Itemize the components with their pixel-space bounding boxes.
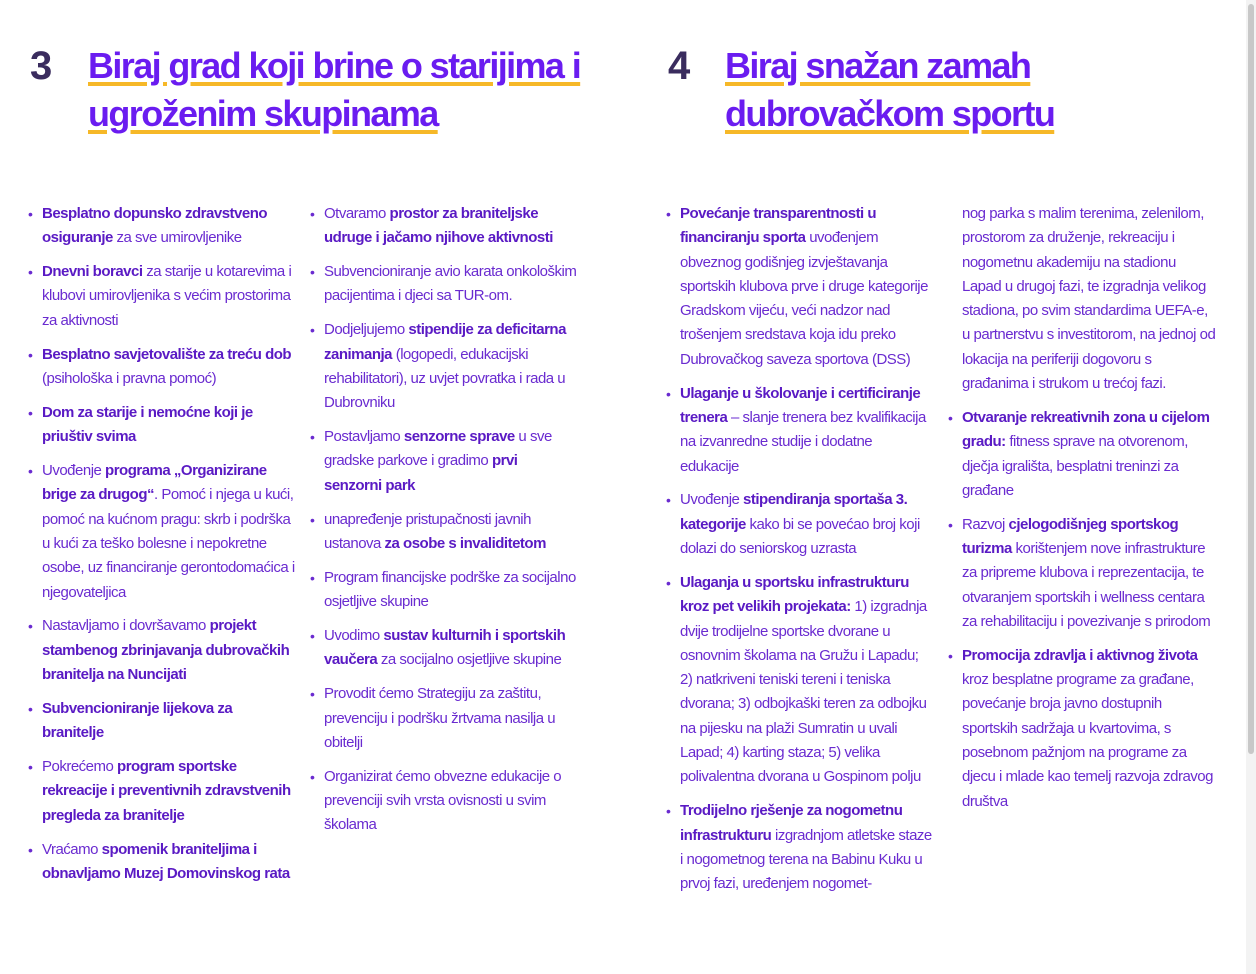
bullet-icon: • xyxy=(28,346,33,363)
text: unapređenje pristupačnosti javnih ustanova xyxy=(324,510,531,552)
bullet-icon: • xyxy=(310,429,315,446)
bullet-icon: • xyxy=(666,492,671,509)
bullet-item xyxy=(28,755,296,828)
section-title-line: Biraj snažan zamah xyxy=(725,45,1031,86)
bold-text: projekt stambenog zbrinjavanja dubrovačkih branitelja na Nuncijati xyxy=(42,617,290,684)
bullet-item xyxy=(666,571,934,790)
bullet-item xyxy=(28,614,296,687)
section-title-line: dubrovačkom sportu xyxy=(725,93,1055,134)
bullet-icon: • xyxy=(28,463,33,480)
text: 1) izgradnja dvije trodijelne sportske dvorane u osnovnim školama na Gružu i Lapadu; 2) natkriveni teniski tereni i teniska dvorana; 3) odbojkaški teren za odbojku na pijesku na plaži Sumratin u uvali Lapad; 4) karting staza; 5) velika polivalentna dvorana u Gospinom polju xyxy=(680,598,927,786)
text: – slanje trenera bez kvalifikacija na izvanredne studije i dodatne edukacije xyxy=(680,408,926,475)
bullet-column xyxy=(666,202,934,906)
bullet-icon: • xyxy=(310,686,315,703)
text: (logopedi, edukacijski rehabilitatori), uz uvjet povratka i rada u Dubrovniku xyxy=(324,345,566,412)
bullet-icon: • xyxy=(310,768,315,785)
bullet-icon: • xyxy=(948,647,953,664)
bullet-icon: • xyxy=(666,385,671,402)
bullet-item xyxy=(310,260,578,309)
bold-text: Subvencioniranje lijekova za branitelje xyxy=(42,699,233,742)
bullet-item xyxy=(28,343,296,392)
section-number: 4 xyxy=(668,44,690,88)
bold-text: prostor za braniteljske udruge i jačamo njihove aktivnosti xyxy=(324,205,553,247)
bullet-icon: • xyxy=(948,409,953,426)
bullet-column xyxy=(948,202,1218,824)
bullet-item xyxy=(666,488,934,561)
bullet-icon: • xyxy=(666,574,671,591)
bullet-item xyxy=(310,765,578,838)
bullet-column xyxy=(28,202,296,896)
bullet-icon: • xyxy=(310,628,315,645)
bold-text: Povećanje transparentnosti u financiranju sporta xyxy=(680,205,877,247)
bullet-icon: • xyxy=(310,511,315,528)
bullet-item xyxy=(28,697,296,746)
text: Program financijske podrške za socijalno osjetljive skupine xyxy=(324,568,576,611)
bullet-icon: • xyxy=(948,516,953,533)
text: Uvođenje xyxy=(42,462,106,480)
bullet-item xyxy=(28,838,296,887)
text: u sve gradske parkove i gradimo xyxy=(324,428,552,470)
bullet-icon: • xyxy=(28,700,33,717)
bullet-icon: • xyxy=(28,618,33,635)
text: Uvodimo xyxy=(324,627,384,645)
bold-text: sustav kulturnih i sportskih vaučera xyxy=(324,627,566,669)
section-number: 3 xyxy=(30,44,52,88)
section-title xyxy=(725,42,1205,138)
text: kroz besplatne programe za građane, povećanje broja javno dostupnih sportskih sadržaja u kvartovima, s posebnom pažnjom na programe za djecu i mlade kao temelj razvoja zdravog društva xyxy=(962,671,1213,810)
bullet-item xyxy=(666,799,934,896)
text: za starije u kotarevima i klubovi umirovljenika s većim prostorima za aktivnosti xyxy=(42,263,292,329)
scrollbar-track[interactable] xyxy=(1246,0,1256,974)
text: . Pomoć i njega u kući, pomoć na kućnom pragu: skrb i podrška u kući za teško bolesne i nepokretne osobe, uz financiranje gerontodomaćica i njegovateljica xyxy=(42,486,295,601)
section-title xyxy=(88,42,608,138)
bullet-item xyxy=(310,508,578,557)
text: za sve umirovljenike xyxy=(112,229,242,247)
text: Razvoj xyxy=(962,515,1009,533)
text: izgradnjom atletske staze i nogometnog terena na Babinu Kuku u prvoj fazi, uređenjem nogomet- xyxy=(680,826,932,893)
bullet-item xyxy=(28,459,296,605)
bold-text: Promocija zdravlja i aktivnog života xyxy=(962,646,1198,664)
scrollbar-thumb[interactable] xyxy=(1248,4,1254,754)
bold-text: spomenik braniteljima i obnavljamo Muzej Domovinskog rata xyxy=(42,840,290,882)
bold-text: prvi senzorni park xyxy=(324,452,518,494)
text: korištenjem nove infrastrukture za pripreme klubova i reprezentacija, te otvaranjem sportskih i wellness centara za rehabilitaciju i povezivanje s prirodom xyxy=(962,540,1211,630)
bold-text: Dom za starije i nemoćne koji je priuštiv svima xyxy=(42,403,253,446)
text: kako bi se povećao broj koji dolazi do seniorskog uzrasta xyxy=(680,515,920,558)
bold-text: Besplatno dopunsko zdravstveno osiguranje xyxy=(42,205,268,247)
text: za socijalno osjetljive skupine xyxy=(377,651,562,669)
bold-text: program sportske rekreacije i preventivnih zdravstvenih pregleda za branitelje xyxy=(42,758,291,824)
bold-text: programa „Organizirane brige za drugog“ xyxy=(42,462,267,504)
bullet-icon: • xyxy=(310,264,315,281)
text: Otvaramo xyxy=(324,205,390,222)
bullet-item xyxy=(948,406,1218,503)
text: Vraćamo xyxy=(42,840,102,858)
text: nog parka s malim terenima, zelenilom, prostorom za druženje, rekreaciju i nogometnu akademiju na stadionu Lapad u drugoj fazi, te izgradnja velikog stadiona, po svim standardima UEFA-e, u partnerstvu s investitorom, na jednoj od lokacija na periferiji dogovoru s građanima i strukom u trećoj fazi. xyxy=(962,205,1216,393)
bold-text: za osobe s invaliditetom xyxy=(384,534,546,552)
text: Provodit ćemo Strategiju za zaštitu, prevenciju i podršku žrtvama nasilja u obitelji xyxy=(324,685,556,751)
bullet-icon: • xyxy=(666,803,671,820)
bullet-item xyxy=(948,513,1218,634)
bold-text: Dnevni boravci xyxy=(42,263,143,281)
bullet-item xyxy=(666,382,934,479)
text: Dodjeljujemo xyxy=(324,321,409,339)
bullet-item xyxy=(28,401,296,450)
bold-text: stipendije za deficitarna zanimanja xyxy=(324,321,566,363)
bold-text: cjelogodišnjeg sportskog turizma xyxy=(962,515,1179,558)
bullet-item xyxy=(28,260,296,333)
bullet-icon: • xyxy=(28,759,33,776)
text: Pokrećemo xyxy=(42,758,118,776)
bullet-icon: • xyxy=(28,404,33,421)
bullet-item xyxy=(948,202,1218,396)
bullet-icon: • xyxy=(310,206,315,222)
bold-text: stipendiranja sportaša 3. kategorije xyxy=(680,491,908,533)
bold-text: senzorne sprave xyxy=(403,428,515,446)
bold-text: Besplatno savjetovalište za treću dob xyxy=(42,345,292,363)
section-title-line: ugroženim skupinama xyxy=(88,93,438,134)
text: uvođenjem obveznog godišnjeg izvještavanja sportskih klubova prve i druge kategorije Gradskom vijeću, veći nadzor nad trošenjem sredstava koja idu preko Dubrovačkog saveza sportova (DSS) xyxy=(680,229,928,368)
section-title-line: Biraj grad koji brine o starijima i xyxy=(88,45,581,86)
bullet-icon: • xyxy=(310,322,315,339)
bullet-item xyxy=(666,202,934,372)
bullet-item xyxy=(310,682,578,755)
bullet-icon: • xyxy=(28,841,33,858)
bullet-icon: • xyxy=(310,569,315,586)
text: Uvođenje xyxy=(680,491,744,509)
text: fitness sprave na otvorenom, dječja igrališta, besplatni treninzi za građane xyxy=(962,433,1188,499)
bold-text: Ulaganje u školovanje i certificiranje trenera xyxy=(680,384,921,426)
bullet-item xyxy=(310,425,578,498)
text: Organizirat ćemo obvezne edukacije o prevenciji svih vrsta ovisnosti u svim školama xyxy=(324,767,562,834)
text: Postavljamo xyxy=(324,428,404,446)
bullet-item xyxy=(310,202,578,251)
bullet-icon: • xyxy=(28,264,33,281)
bullet-item xyxy=(28,202,296,251)
text: (psihološka i pravna pomoć) xyxy=(42,369,217,387)
bold-text: Ulaganja u sportsku infrastrukturu kroz pet velikih projekata: xyxy=(680,573,909,616)
bullet-icon: • xyxy=(666,206,671,222)
text: Subvencioniranje avio karata onkološkim pacijentima i djeci sa TUR-om. xyxy=(324,263,577,305)
bullet-item xyxy=(310,566,578,615)
bold-text: Otvaranje rekreativnih zona u cijelom gradu: xyxy=(962,408,1210,451)
bullet-item xyxy=(948,644,1218,814)
bullet-icon: • xyxy=(28,206,33,222)
bullet-column xyxy=(310,202,578,847)
bullet-item xyxy=(310,318,578,415)
bold-text: Trodijelno rješenje za nogometnu infrastrukturu xyxy=(680,802,903,844)
bullet-item xyxy=(310,624,578,673)
text: Nastavljamo i dovršavamo xyxy=(42,617,210,635)
